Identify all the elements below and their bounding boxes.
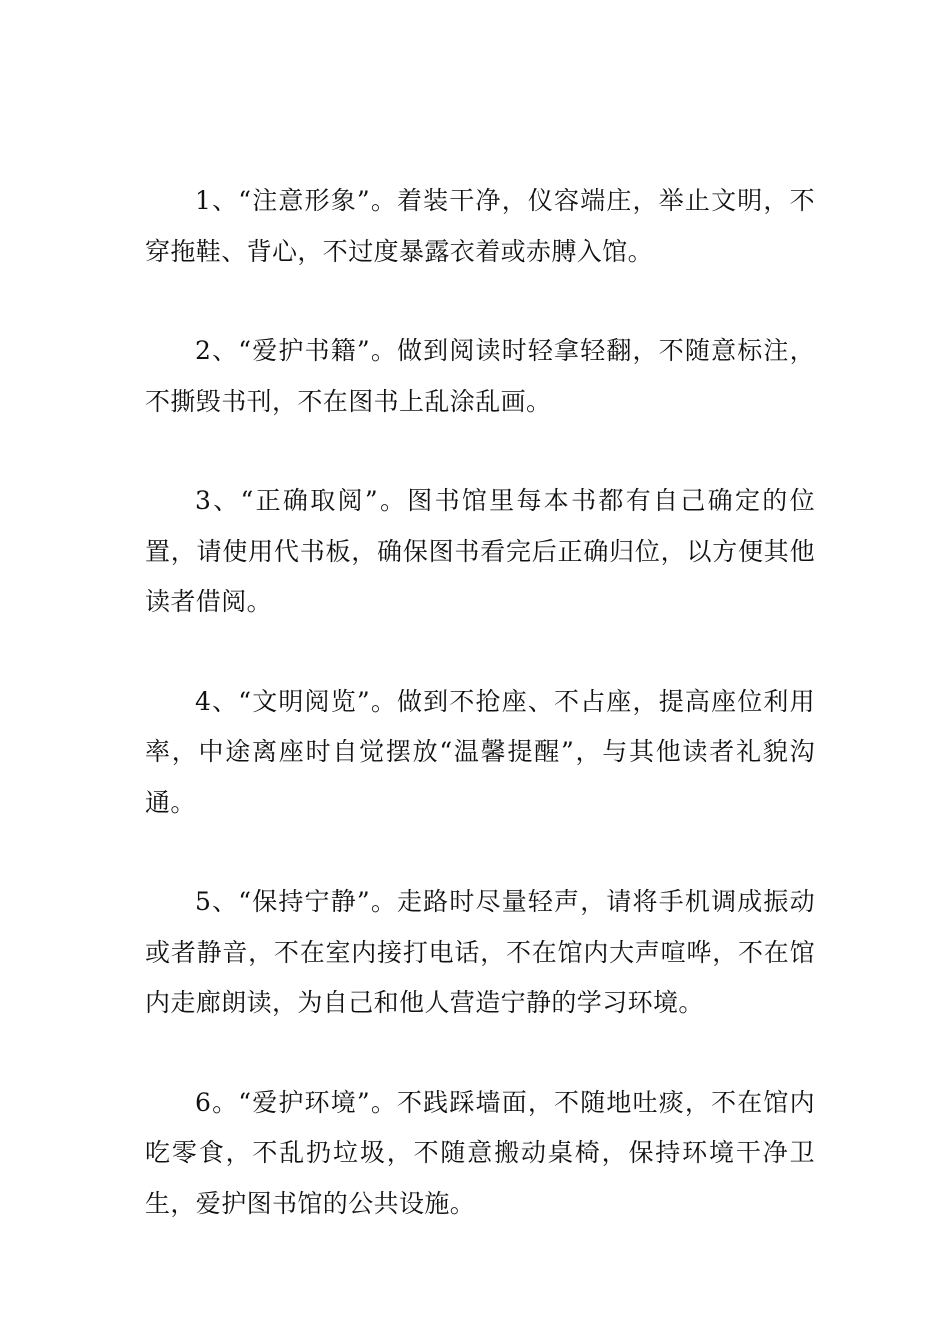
rule-paragraph-2: 2、“爱护书籍”。做到阅读时轻拿轻翻，不随意标注，不撕毁书刊，不在图书上乱涂乱画。 [145,336,815,416]
document-body [145,176,815,1229]
rule-paragraph-1: 1、“注意形象”。着装干净，仪容端庄，举止文明，不穿拖鞋、背心，不过度暴露衣着或赤膊入馆。 [145,186,815,266]
rule-paragraph-3: 3、“正确取阅”。图书馆里每本书都有自己确定的位置，请使用代书板，确保图书看完后正确归位，以方便其他读者借阅。 [145,486,815,616]
rule-paragraph-6: 6。“爱护环境”。不践踩墙面，不随地吐痰，不在馆内吃零食，不乱扔垃圾，不随意搬动桌椅，保持环境干净卫生，爱护图书馆的公共设施。 [145,1087,815,1218]
rule-paragraph-4: 4、“文明阅览”。做到不抢座、不占座，提高座位利用率，中途离座时自觉摆放“温馨提醒”，与其他读者礼貌沟通。 [145,686,815,817]
rule-paragraph-5: 5、“保持宁静”。走路时尽量轻声，请将手机调成振动或者静音，不在室内接打电话，不在馆内大声喧哗，不在馆内走廊朗读，为自己和他人营造宁静的学习环境。 [145,887,815,1017]
